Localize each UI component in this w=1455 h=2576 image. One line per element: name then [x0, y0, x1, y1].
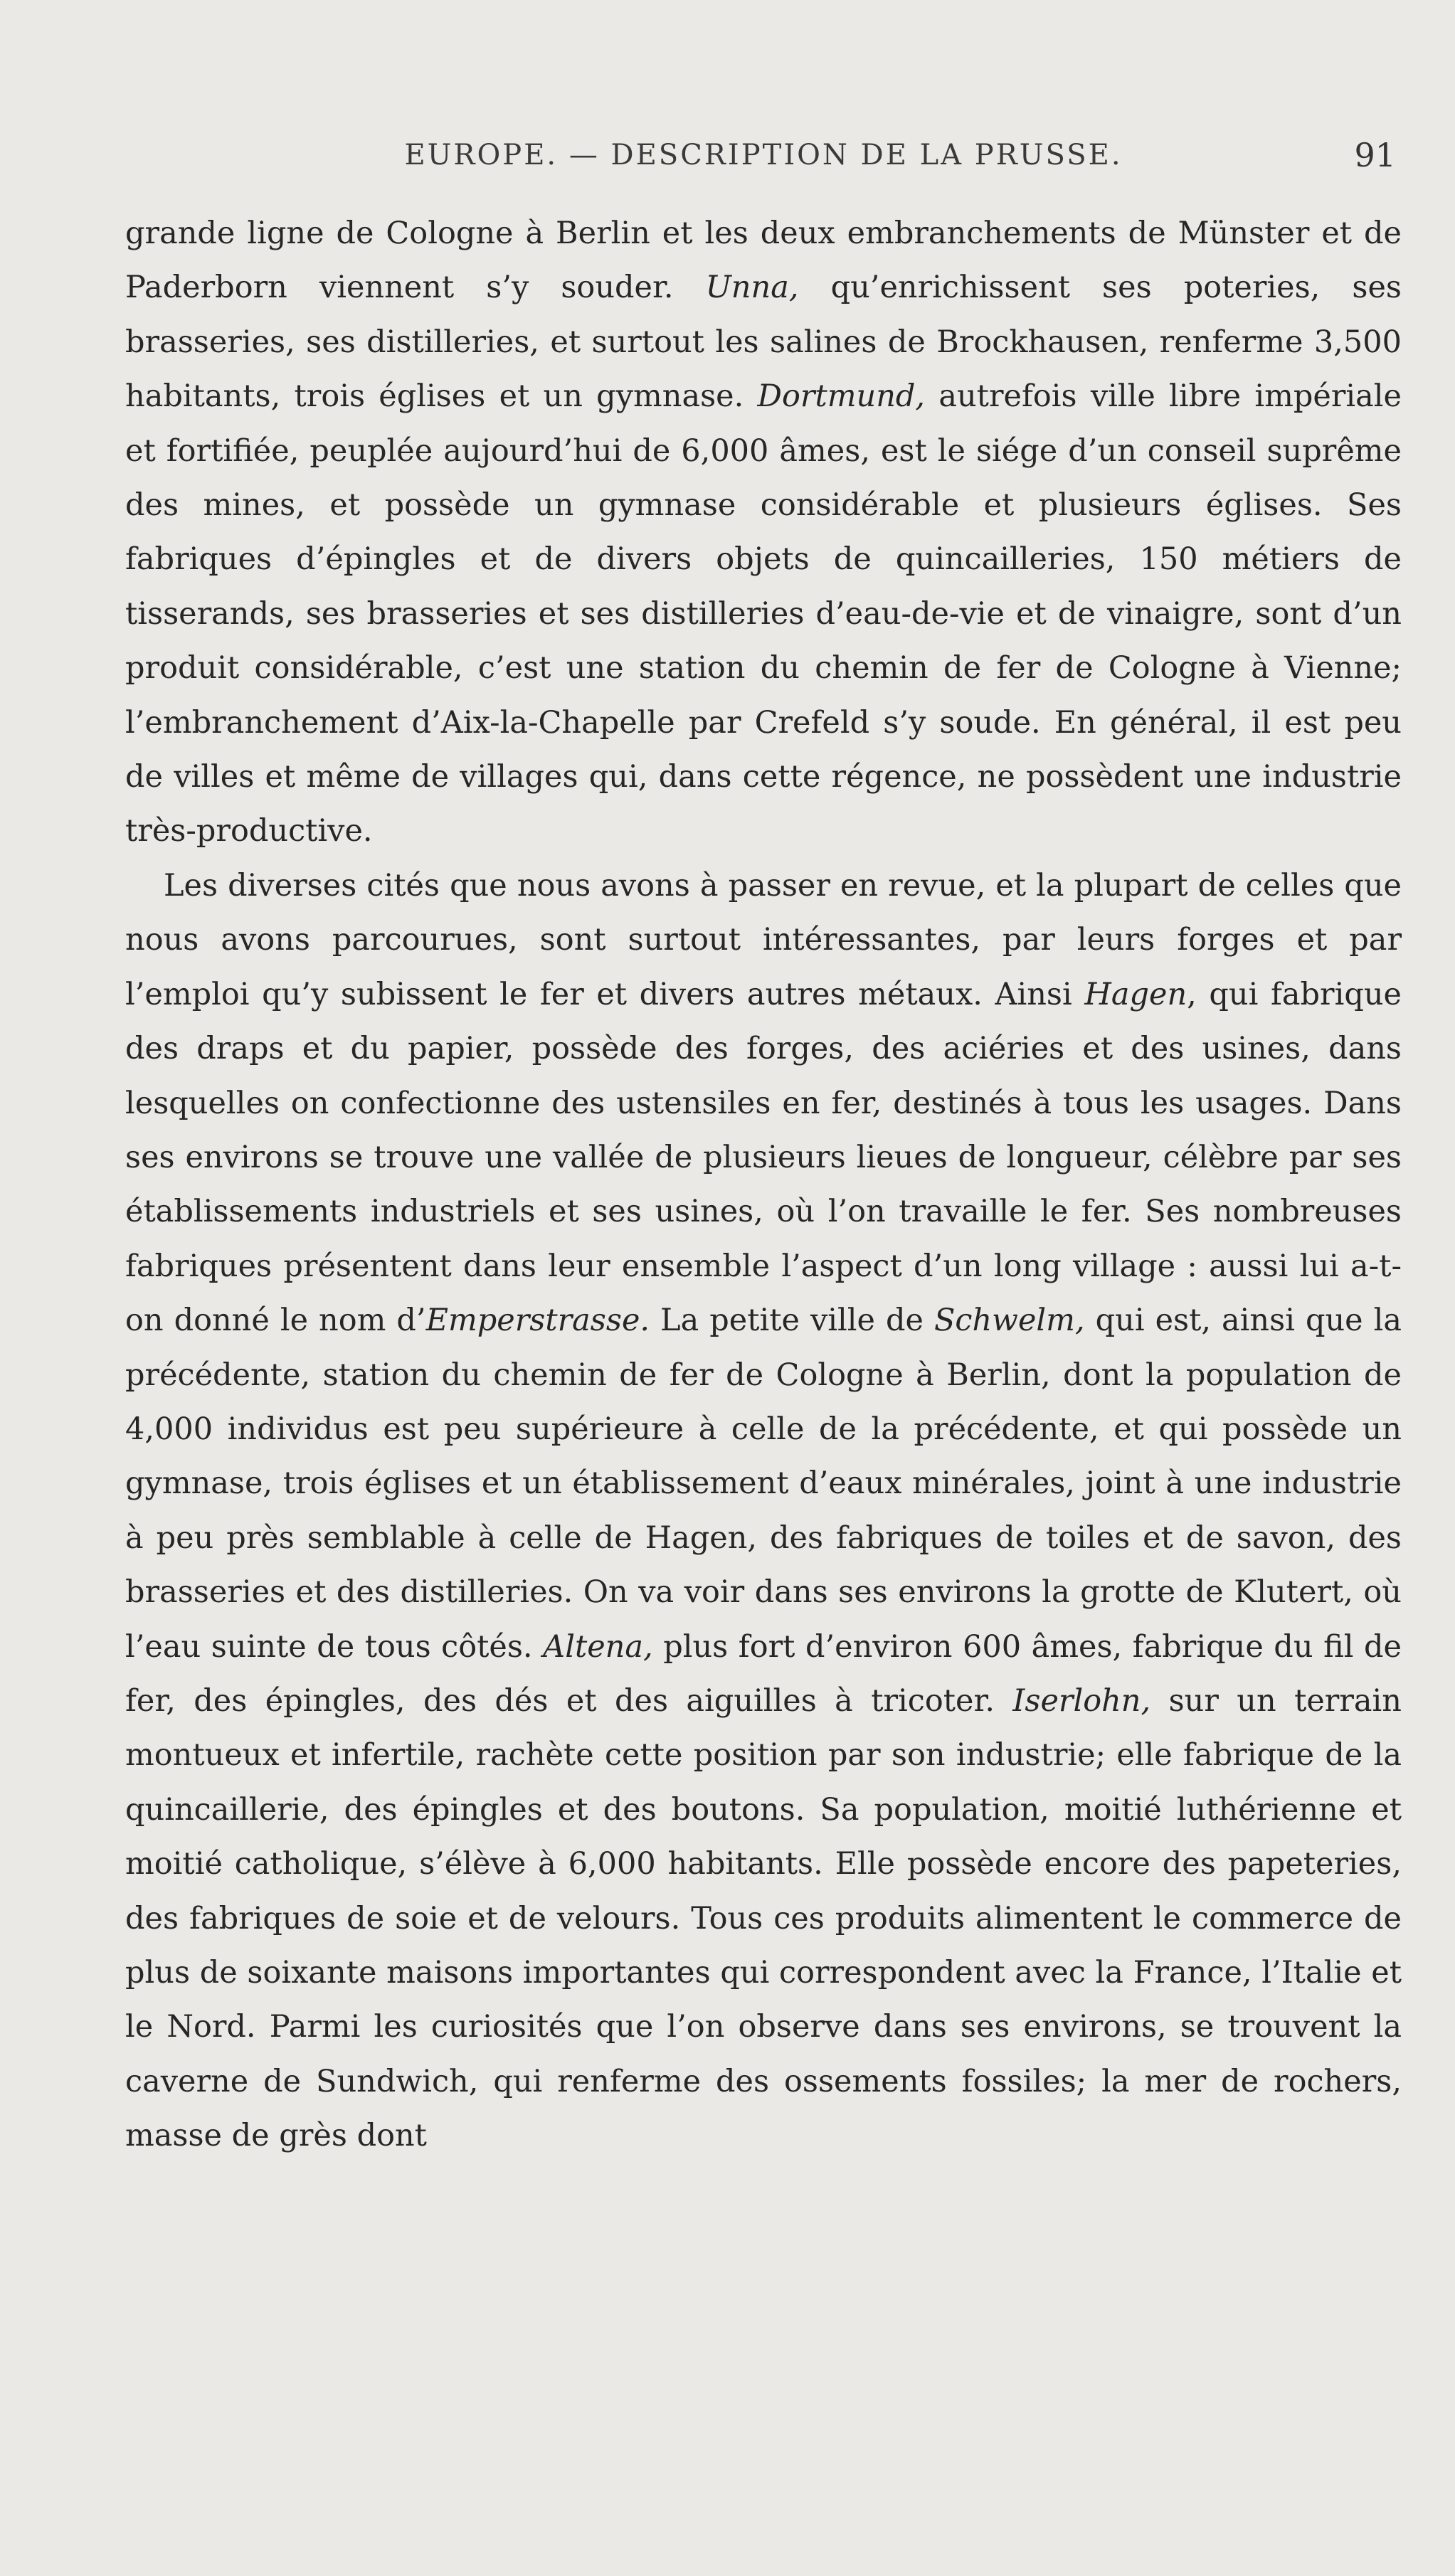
p2-text-3: La petite ville de	[650, 1303, 934, 1339]
p2-text-6: sur un terrain montueux et infertile, rachète cette position par son industrie; elle fabrique de la quincaillerie, des épingles et des boutons. Sa population, moitié luthérienne et moitié catholique, s’élève à 6,000 habitants. Elle possède encore des papeteries, des fabriques de soie et de velours. Tous ces produits alimentent le commerce de plus de soixante maisons importantes qui correspondent avec la France, l’Italie et le Nord. Parmi les curiosités que l’on observe dans ses environs, se trouvent la caverne de Sundwich, qui renferme des ossements fossiles; la mer de rochers, masse de grès dont	[125, 1682, 1402, 2154]
place-name-hagen: Hagen	[1084, 976, 1187, 1012]
p2-text-5: plus fort d’environ 600 âmes, fabrique du fil de fer, des épingles, des dés et des aiguilles à tricoter.	[125, 1628, 1402, 1719]
paragraph-1	[125, 206, 1402, 859]
place-name-dortmund: Dortmund,	[757, 378, 926, 415]
running-head: EUROPE. — DESCRIPTION DE LA PRUSSE.	[404, 139, 1123, 171]
place-name-iserlohn: Iserlohn,	[1012, 1682, 1151, 1719]
page-header	[125, 134, 1402, 176]
page-number: 91	[1354, 136, 1396, 174]
place-name-altena: Altena,	[543, 1628, 653, 1665]
p1-text-2: qu’enrichissent ses poteries, ses brasseries, ses distilleries, et surtout les salines de Brockhausen, renferme 3,500 habitants, trois églises et un gymnase.	[125, 270, 1402, 415]
p2-text-2: , qui fabrique des draps et du papier, possède des forges, des aciéries et des usines, dans lesquelles on confectionne des ustensiles en fer, destinés à tous les usages. Dans ses environs se trouve une vallée de plusieurs lieues de longueur, célèbre par ses établissements industriels et ses usines, où l’on travaille le fer. Ses nombreuses fabriques présentent dans leur ensemble l’aspect d’un long village : aussi lui a-t-on donné le nom d’	[125, 976, 1402, 1339]
place-name-unna: Unna,	[705, 270, 799, 306]
paragraph-2	[125, 859, 1402, 2163]
body-text	[125, 206, 1402, 2163]
place-name-emperstrasse: Emperstrasse.	[425, 1303, 650, 1339]
p1-text-1: grande ligne de Cologne à Berlin et les deux embranchements de Münster et de Paderborn viennent s’y souder.	[125, 216, 1402, 306]
p1-text-3: autrefois ville libre impériale et fortifiée, peuplée aujourd’hui de 6,000 âmes, est le siége d’un conseil suprême des mines, et possède un gymnase considérable et plusieurs églises. Ses fabriques d’épingles et de divers objets de quincailleries, 150 métiers de tisserands, ses brasseries et ses distilleries d’eau-de-vie et de vinaigre, sont d’un produit considérable, c’est une station du chemin de fer de Cologne à Vienne; l’embranchement d’Aix-la-Chapelle par Crefeld s’y soude. En général, il est peu de villes et même de villages qui, dans cette régence, ne possèdent une industrie très-productive.	[125, 378, 1402, 849]
p2-text-1: Les diverses cités que nous avons à passer en revue, et la plupart de celles que nous avons parcourues, sont surtout intéressantes, par leurs forges et par l’emploi qu’y subissent le fer et divers autres métaux. Ainsi	[125, 867, 1402, 1012]
p2-text-4: qui est, ainsi que la précédente, station du chemin de fer de Cologne à Berlin, dont la population de 4,000 individus est peu supérieure à celle de la précédente, et qui possède un gymnase, trois églises et un établissement d’eaux minérales, joint à une industrie à peu près semblable à celle de Hagen, des fabriques de toiles et de savon, des brasseries et des distilleries. On va voir dans ses environs la grotte de Klutert, où l’eau suinte de tous côtés.	[125, 1303, 1402, 1665]
place-name-schwelm: Schwelm,	[933, 1303, 1085, 1339]
